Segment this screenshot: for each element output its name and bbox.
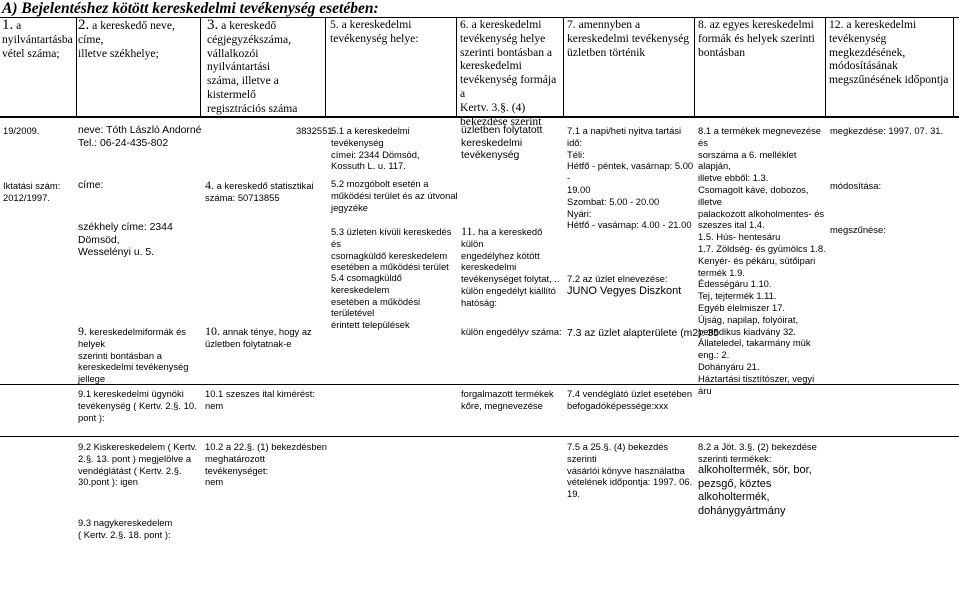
modification-date: módosítása: xyxy=(830,180,882,191)
product-list: 8.1 a termékek megnevezése és sorszáma a 6. melléklet alapján, illetve ebből: 1.3. Csomagolt kávé, dobozos, illetve palackozott alkoholmentes- és szeszes ital 1.4. 1.5. Hús- hentesáru 1.7. Zöldség- és gyümölcs 1.8. Kenyér- és pékáru, sütőipari termék 1.9. Édességáru 1.10. Tej, tejtermék 1.11. Egyéb élelmiszer 17. Újság, napilap, folyóirat, periodikus kiadvány 32. Állateledel, takarmány mük eng.: 2. Dohányáru 21. Háztartási tisztítószer, vegyi áru xyxy=(698,125,826,396)
item-8-2: 8.2 a Jöt. 3.§. (2) bekezdése szerinti termékek: xyxy=(698,441,817,464)
termination-date: megszűnése: xyxy=(830,224,886,235)
trader-name: neve: Tóth László Andorné Tel.: 06-24-435-802 xyxy=(78,125,202,149)
item-4: 4. a kereskedő statisztikai száma: 50713855 xyxy=(205,178,314,203)
item-5-4: 5.4 csomagküldő kereskedelem esetében a működési területével érintett települések xyxy=(331,272,421,331)
col-divider xyxy=(325,17,326,117)
start-date: megkezdése: 1997. 07. 31. xyxy=(830,125,944,136)
col-divider xyxy=(200,17,201,117)
header-col-2: 2. a kereskedő neve, címe, illetve székhelye; xyxy=(78,17,175,60)
item-11: 11. ha a kereskedő külön engedélyhez kötött kereskedelmi tevékenységet folytat, .. külön engedélyt kiállító hatóság: xyxy=(461,224,560,308)
item-5-1: 5.1 a kereskedelmi tevékenység címei: 2344 Dömsöd, Kossuth L. u. 117. xyxy=(331,125,420,172)
row-divider xyxy=(0,436,959,437)
header-col-3: 3. a kereskedő cégjegyzékszáma, vállalkozói nyilvántartási száma, illetve a kistermelő regisztrációs száma xyxy=(207,17,298,115)
shop-name-label: 7.2 az üzlet elnevezése: xyxy=(567,273,668,284)
item-10-1: 10.1 szeszes ital kimérést: nem xyxy=(205,388,315,411)
item-10-2: 10.2 a 22.§. (1) bekezdésben meghatározott tevékenységet: nem xyxy=(205,441,327,488)
item-9-3: 9.3 nagykereskedelem ( Kertv. 2.§. 18. pont ): xyxy=(78,517,173,540)
traded-products: forgalmazott termékek kőre, megnevezése xyxy=(461,388,554,411)
iktatasi-szam: Iktatási szám: 2012/1997. xyxy=(3,180,61,203)
item-10: 10. annak ténye, hogy az üzletben folytatnak-e xyxy=(205,324,312,349)
col-divider xyxy=(456,17,457,117)
header-col-12: 12. a kereskedelmi tevékenység megkezdésének, módosításának megszűnésének időpontja xyxy=(829,18,949,87)
col-divider xyxy=(563,17,564,117)
header-col-5: 5. a kereskedelmi tevékenység helye: xyxy=(330,18,419,45)
header-col-7: 7. amennyben a kereskedelmi tevékenység üzletben történik xyxy=(567,18,690,59)
header-col-1: 1. a nyilvántartásba vétel száma; xyxy=(2,17,73,60)
page-title: A) Bejelentéshez kötött kereskedelmi tevékenység esetében: xyxy=(2,0,379,17)
registry-number: 3832551 xyxy=(296,125,333,136)
opening-hours: 7.1 a napi/heti nyitva tartási idő: Téli: Hétfő - péntek, vasárnap: 5.00 - 19.00 Szombat: 5.00 - 20.00 Nyári: Hétfő - vasárnap: 4.00 - 21.00 xyxy=(567,125,694,231)
header-col-6: 6. a kereskedelmi tevékenység helye szerinti bontásban a kereskedelmi tevékenység formája a Kertv. 3.§. (4) bekezdése szerint xyxy=(460,18,557,128)
item-7-5: 7.5 a 25.§. (4) bekezdés szerinti vásárlói könyve használatba vételének időpontja: 1997. 06. 19. xyxy=(567,441,693,500)
shop-activity: üzletben folytatott kereskedelmi tevékenység xyxy=(461,125,543,161)
item-9-2: 9.2 Kiskereskedelem ( Kertv. 2.§. 13. pont ) megjelölve a vendéglátást ( Kertv. 2.§. 30.pont ): igen xyxy=(78,441,198,488)
shop-name-value: JUNO Vegyes Diszkont xyxy=(567,285,682,297)
header-col-8: 8. az egyes kereskedelmi formák és helyek szerinti bontásban xyxy=(698,18,815,59)
item-7-4: 7.4 vendéglátó üzlet esetében befogadóképessége:xxx xyxy=(567,388,693,411)
shop-area: 7.3 az üzlet alapterülete (m2): 35 xyxy=(567,328,719,339)
separate-permit-number: külön engedélyv száma: xyxy=(461,326,562,337)
headquarters-address: székhely címe: 2344 Dömsöd, Wesselényi u. 5. xyxy=(78,222,173,258)
registration-number: 19/2009. xyxy=(3,125,40,136)
item-9-1: 9.1 kereskedelmi ügynöki tevékenység ( Kertv. 2.§. 10. pont ): xyxy=(78,388,197,423)
item-5-2: 5.2 mozgóbolt esetén a működési terület és az útvonal jegyzéke xyxy=(331,178,458,213)
trader-address-label: címe: xyxy=(78,180,104,191)
item-8-2-value: alkoholtermék, sör, bor, pezsgő, köztes alkoholtermék, dohánygyártmány xyxy=(698,464,812,517)
item-9: 9. kereskedelmiformák és helyek szerinti bontásban a kereskedelmi tevékenység jellege xyxy=(78,324,189,385)
col-divider xyxy=(825,17,826,117)
col-divider xyxy=(694,17,695,117)
col-divider xyxy=(76,17,77,117)
item-5-3: 5.3 üzleten kívüli kereskedés és csomagküldő kereskedelem esetében a működési terület xyxy=(331,226,452,273)
